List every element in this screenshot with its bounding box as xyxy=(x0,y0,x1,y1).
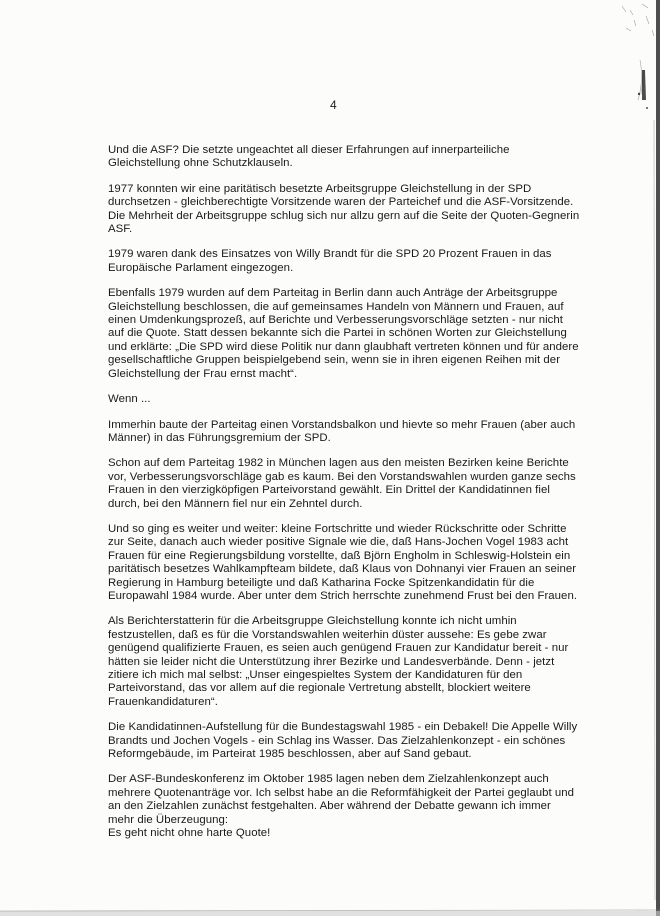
text-line: Europäische Parlament eingezogen. xyxy=(108,261,294,274)
text-line: genügend qualifizierte Frauen, es seien auch genügend Frauen zur Kandidatur bereit - nur xyxy=(108,642,569,655)
text-line: Als Berichterstatterin für die Arbeitsgruppe Gleichstellung konnte ich nicht umhin xyxy=(108,615,517,628)
text-line: Gleichstellung beschlossen, die auf gemeinsames Handeln von Männern und Frauen, auf xyxy=(108,300,564,313)
text-line: Europawahl 1984 wurde. Aber unter dem Strich herrschte zunehmend Frust bei den Frauen. xyxy=(108,589,578,602)
text-line: mehrere Quotenanträge vor. Ich selbst habe an die Reformfähigkeit der Partei geglaubt und xyxy=(108,786,575,799)
scan-edge-artifacts xyxy=(612,0,660,916)
text-line: 1977 konnten wir eine paritätisch besetzte Arbeitsgruppe Gleichstellung in der SPD xyxy=(108,182,532,195)
body-text xyxy=(108,144,608,852)
text-line: durch, bei den Männern fiel nur ein Zehntel durch. xyxy=(108,497,363,510)
text-line: gesellschaftliche Gruppen beispielgebend sein, wenn sie in ihren eigenen Reihen mit der xyxy=(108,354,561,367)
text-line: vor, Verbesserungsvorschläge gab es kaum. Bei den Vorstandswahlen wurden ganze sechs xyxy=(108,470,576,483)
text-line: hätten sie leider nicht die Unterstützung ihrer Bezirke und Landesverbände. Denn - jetzt xyxy=(108,655,555,668)
paragraph xyxy=(108,457,608,511)
paragraph xyxy=(108,773,608,840)
text-line: einen Umdenkungsprozeß, auf Berichte und Verbesserungsvorschläge setzten - nur nicht xyxy=(108,314,564,327)
text-line: Ebenfalls 1979 wurden auf dem Parteitag in Berlin dann auch Anträge der Arbeitsgruppe xyxy=(108,287,558,300)
text-line: Die Mehrheit der Arbeitsgruppe schlug sich nur allzu gern auf die Seite der Quoten-Gegnerin xyxy=(108,209,580,222)
text-line: Es geht nicht ohne harte Quote! xyxy=(108,827,271,840)
paragraph xyxy=(108,523,608,603)
text-line: Reformgebäude, im Parteirat 1985 beschlossen, aber auf Sand gebaut. xyxy=(108,748,472,761)
text-line: zitiere ich mich mal selbst: „Unser eingespieltes System der Kandidaturen für den xyxy=(108,669,523,681)
text-line: Gleichstellung ohne Schutzklauseln. xyxy=(108,157,293,170)
text-line: auf die Quote. Statt dessen bekannte sich die Partei in schönen Worten zur Gleichstellung xyxy=(108,327,567,340)
text-line: mehr die Überzeugung: xyxy=(108,813,229,826)
paragraph xyxy=(108,393,608,406)
page-number: 4 xyxy=(330,98,337,112)
text-line: zur Seite, danach auch wieder positive Signale wie die, daß Hans-Jochen Vogel 1983 acht xyxy=(108,536,569,549)
text-line: Regierung in Hamburg beteiligte und daß Katharina Focke Spitzenkandidatin für die xyxy=(108,576,535,589)
text-line: Brandts und Jochen Vogels - ein Schlag ins Wasser. Das Zielzahlenkonzept - ein schönes xyxy=(108,734,566,747)
paragraph xyxy=(108,615,608,709)
text-line: Frauen für eine Regierungsbildung vorstellte, daß Björn Engholm in Schleswig-Holstein ein xyxy=(108,549,571,562)
text-line: 1979 waren dank des Einsatzes von Willy Brandt für die SPD 20 Prozent Frauen in das xyxy=(108,248,552,261)
text-line: Wenn ... xyxy=(108,393,151,406)
text-line: festzustellen, daß es für die Vorstandswahlen weiterhin düster aussehe: Es gebe zwar xyxy=(108,628,547,641)
text-line: paritätisch besetzes Wahlkampfteam bildete, daß Klaus von Dohnanyi vier Frauen an seiner xyxy=(108,563,577,576)
paragraph xyxy=(108,721,608,761)
text-line: Immerhin baute der Parteitag einen Vorstandsbalkon und hievte so mehr Frauen (aber auch xyxy=(108,418,576,431)
paragraph xyxy=(108,183,608,237)
text-line: Schon auf dem Parteitag 1982 in München lagen aus den meisten Bezirken keine Berichte xyxy=(108,457,569,470)
text-line: Und die ASF? Die setzte ungeachtet all dieser Erfahrungen auf innerparteiliche xyxy=(108,144,510,156)
text-line: Und so ging es weiter und weiter: kleine Fortschritte und wieder Rückschritte oder Schritte xyxy=(108,522,567,535)
text-line: Männer) in das Führungsgremium der SPD. xyxy=(108,431,331,444)
text-line: Der ASF-Bundeskonferenz im Oktober 1985 lagen neben dem Zielzahlenkonzept auch xyxy=(108,773,549,786)
text-line: Frauen in den vierzigköpfigen Parteivorstand gewählt. Ein Drittel der Kandidatinnen fiel xyxy=(108,484,550,497)
scan-bottom-edge xyxy=(0,902,660,916)
paragraph xyxy=(108,419,608,446)
text-line: und erklärte: „Die SPD wird diese Politik nur dann glaubhaft vertreten können und für andere xyxy=(108,340,579,353)
text-line: Frauenkandidaturen“. xyxy=(108,695,218,708)
text-line: ASF. xyxy=(108,223,133,236)
text-line: an den Zielzahlen zunächst festgehalten. Aber während der Debatte gewann ich immer xyxy=(108,800,551,813)
paragraph xyxy=(108,144,608,171)
paragraph xyxy=(108,287,608,381)
text-line: durchsetzen - gleichberechtigte Vorsitzende waren der Parteichef und die ASF-Vorsitzende. xyxy=(108,196,574,209)
text-line: Parteivorstand, das vor allem auf die regionale Vertretung abstellt, blockiert weitere xyxy=(108,682,531,695)
text-line: Gleichstellung der Frau ernst macht“. xyxy=(108,367,298,380)
text-line: Die Kandidatinnen-Aufstellung für die Bundestagswahl 1985 - ein Debakel! Die Appelle Willy xyxy=(108,721,578,734)
paragraph xyxy=(108,248,608,275)
